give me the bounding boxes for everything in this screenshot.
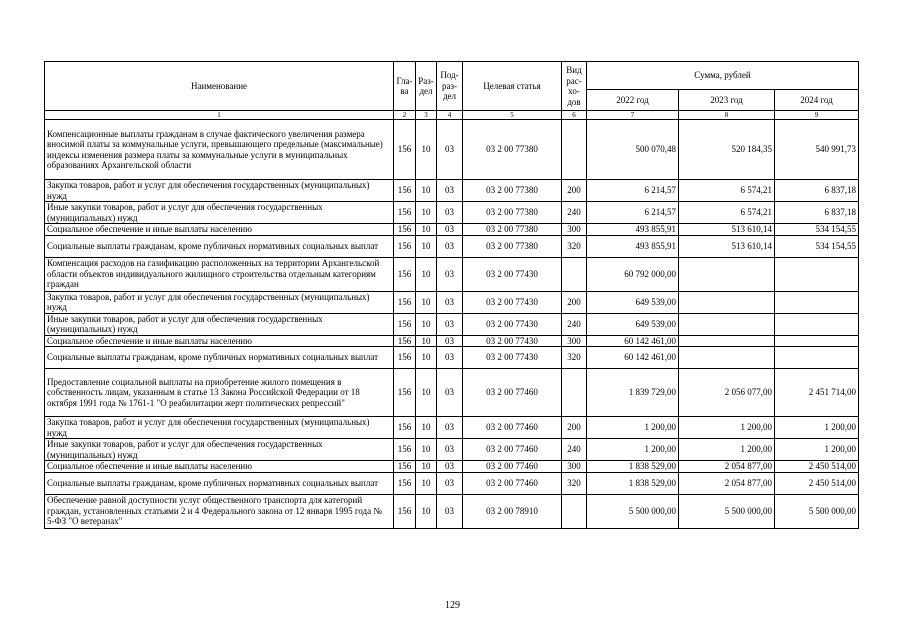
table-row — [45, 257, 859, 291]
row-celevaya: 03 2 00 77380 — [463, 120, 562, 180]
row-glava: 156 — [394, 461, 416, 473]
row-podrazdel: 03 — [437, 417, 463, 439]
row-razdel: 10 — [416, 224, 437, 236]
row-sum-2023: 513 610,14 — [679, 224, 775, 236]
header-glava: Гла-ва — [394, 62, 416, 111]
row-podrazdel: 03 — [437, 335, 463, 347]
row-celevaya: 03 2 00 77460 — [463, 369, 562, 417]
row-vid: 240 — [562, 202, 587, 224]
row-name: Компенсационные выплаты гражданам в случае фактического увеличения размера вносимой платы за коммунальные услуги, превышающего предельные (максимальные) индексы изменения размера платы за коммунальные услуги в муниципальных образованиях Архангельской области — [45, 120, 394, 180]
row-sum-2024: 534 154,55 — [775, 235, 859, 257]
row-razdel: 10 — [416, 202, 437, 224]
column-index: 6 — [562, 111, 587, 120]
table-row — [45, 335, 859, 347]
row-sum-2023 — [679, 335, 775, 347]
row-razdel: 10 — [416, 257, 437, 291]
row-celevaya: 03 2 00 77460 — [463, 461, 562, 473]
row-podrazdel: 03 — [437, 291, 463, 313]
row-vid: 320 — [562, 235, 587, 257]
column-index: 3 — [416, 111, 437, 120]
row-sum-2024: 2 450 514,00 — [775, 461, 859, 473]
row-podrazdel: 03 — [437, 313, 463, 335]
row-sum-2024 — [775, 347, 859, 369]
row-sum-2024: 1 200,00 — [775, 439, 859, 461]
table-row — [45, 202, 859, 224]
row-glava: 156 — [394, 369, 416, 417]
row-sum-2022: 1 200,00 — [587, 417, 679, 439]
row-sum-2023 — [679, 257, 775, 291]
row-sum-2023 — [679, 291, 775, 313]
row-sum-2024: 5 500 000,00 — [775, 494, 859, 528]
row-sum-2023: 2 054 877,00 — [679, 461, 775, 473]
row-sum-2022: 1 200,00 — [587, 439, 679, 461]
row-glava: 156 — [394, 224, 416, 236]
row-name: Закупка товаров, работ и услуг для обеспечения государственных (муниципальных) нужд — [45, 291, 394, 313]
budget-table — [44, 61, 859, 529]
column-index: 1 — [45, 111, 394, 120]
row-vid: 320 — [562, 347, 587, 369]
table-row — [45, 235, 859, 257]
row-name: Компенсация расходов на газификацию расположенных на территории Архангельской области объектов индивидуального жилищного строительства отдельным категориям граждан — [45, 257, 394, 291]
row-name: Социальные выплаты гражданам, кроме публичных нормативных социальных выплат — [45, 347, 394, 369]
row-podrazdel: 03 — [437, 180, 463, 202]
row-sum-2022: 649 539,00 — [587, 291, 679, 313]
header-podrazdel: Под-раз-дел — [437, 62, 463, 111]
row-sum-2023: 5 500 000,00 — [679, 494, 775, 528]
row-name: Обеспечение равной доступности услуг общественного транспорта для категорий граждан, установленных статьями 2 и 4 Федерального закона от 12 января 1995 года № 5-ФЗ "О ветеранах" — [45, 494, 394, 528]
row-razdel: 10 — [416, 369, 437, 417]
row-razdel: 10 — [416, 494, 437, 528]
header-vid: Вид рас-хо-дов — [562, 62, 587, 111]
row-glava: 156 — [394, 472, 416, 494]
row-sum-2024 — [775, 257, 859, 291]
row-celevaya: 03 2 00 77430 — [463, 335, 562, 347]
header-name: Наименование — [45, 62, 394, 111]
row-sum-2024: 534 154,55 — [775, 224, 859, 236]
row-sum-2022: 60 142 461,00 — [587, 335, 679, 347]
row-sum-2024: 2 450 514,00 — [775, 472, 859, 494]
header-year-2024: 2024 год — [775, 90, 859, 111]
table-row — [45, 224, 859, 236]
row-vid: 300 — [562, 461, 587, 473]
row-name: Социальное обеспечение и иные выплаты населению — [45, 461, 394, 473]
row-sum-2023 — [679, 347, 775, 369]
row-glava: 156 — [394, 494, 416, 528]
row-sum-2022: 500 070,48 — [587, 120, 679, 180]
row-podrazdel: 03 — [437, 347, 463, 369]
row-glava: 156 — [394, 313, 416, 335]
row-glava: 156 — [394, 291, 416, 313]
row-glava: 156 — [394, 202, 416, 224]
row-sum-2024 — [775, 335, 859, 347]
row-sum-2023: 2 054 877,00 — [679, 472, 775, 494]
row-sum-2024: 2 451 714,00 — [775, 369, 859, 417]
row-glava: 156 — [394, 180, 416, 202]
row-sum-2023: 6 574,21 — [679, 202, 775, 224]
table-body — [45, 120, 859, 529]
row-sum-2022: 6 214,57 — [587, 180, 679, 202]
row-razdel: 10 — [416, 120, 437, 180]
column-index: 8 — [679, 111, 775, 120]
row-celevaya: 03 2 00 77460 — [463, 472, 562, 494]
row-glava: 156 — [394, 235, 416, 257]
row-podrazdel: 03 — [437, 461, 463, 473]
row-sum-2022: 1 838 529,00 — [587, 461, 679, 473]
row-podrazdel: 03 — [437, 202, 463, 224]
row-razdel: 10 — [416, 417, 437, 439]
row-sum-2022: 493 855,91 — [587, 224, 679, 236]
row-sum-2022: 1 839 729,00 — [587, 369, 679, 417]
row-podrazdel: 03 — [437, 257, 463, 291]
row-vid: 240 — [562, 439, 587, 461]
table-row — [45, 180, 859, 202]
row-sum-2022: 60 792 000,00 — [587, 257, 679, 291]
row-razdel: 10 — [416, 335, 437, 347]
row-razdel: 10 — [416, 461, 437, 473]
row-celevaya: 03 2 00 77460 — [463, 439, 562, 461]
row-sum-2024: 6 837,18 — [775, 202, 859, 224]
row-celevaya: 03 2 00 78910 — [463, 494, 562, 528]
row-podrazdel: 03 — [437, 439, 463, 461]
row-podrazdel: 03 — [437, 224, 463, 236]
header-year-2022: 2022 год — [587, 90, 679, 111]
row-celevaya: 03 2 00 77380 — [463, 235, 562, 257]
row-sum-2023: 6 574,21 — [679, 180, 775, 202]
row-celevaya: 03 2 00 77430 — [463, 313, 562, 335]
row-sum-2022: 60 142 461,00 — [587, 347, 679, 369]
header-razdel: Раз-дел — [416, 62, 437, 111]
row-glava: 156 — [394, 347, 416, 369]
header-year-2023: 2023 год — [679, 90, 775, 111]
row-vid: 200 — [562, 417, 587, 439]
column-index: 7 — [587, 111, 679, 120]
table-row — [45, 494, 859, 528]
row-razdel: 10 — [416, 472, 437, 494]
row-podrazdel: 03 — [437, 120, 463, 180]
row-vid: 300 — [562, 224, 587, 236]
row-razdel: 10 — [416, 347, 437, 369]
row-name: Иные закупки товаров, работ и услуг для обеспечения государственных (муниципальных) нужд — [45, 313, 394, 335]
row-vid: 240 — [562, 313, 587, 335]
row-sum-2022: 649 539,00 — [587, 313, 679, 335]
row-sum-2024 — [775, 313, 859, 335]
row-name: Предоставление социальной выплаты на приобретение жилого помещения в собственность лицам, указанным в статье 13 Закона Российской Федерации от 18 октября 1991 года № 1761-1 "О реабилитации жерт политических репрессий" — [45, 369, 394, 417]
column-index: 4 — [437, 111, 463, 120]
row-name: Социальное обеспечение и иные выплаты населению — [45, 224, 394, 236]
row-sum-2023: 1 200,00 — [679, 439, 775, 461]
table-row — [45, 347, 859, 369]
table-row — [45, 472, 859, 494]
row-celevaya: 03 2 00 77460 — [463, 417, 562, 439]
row-sum-2023: 513 610,14 — [679, 235, 775, 257]
table-row — [45, 369, 859, 417]
row-podrazdel: 03 — [437, 235, 463, 257]
row-sum-2023: 2 056 077,00 — [679, 369, 775, 417]
row-celevaya: 03 2 00 77430 — [463, 257, 562, 291]
row-glava: 156 — [394, 439, 416, 461]
row-vid: 300 — [562, 335, 587, 347]
row-razdel: 10 — [416, 439, 437, 461]
row-glava: 156 — [394, 335, 416, 347]
table-row — [45, 417, 859, 439]
row-name: Закупка товаров, работ и услуг для обеспечения государственных (муниципальных) нужд — [45, 417, 394, 439]
row-name: Социальные выплаты гражданам, кроме публичных нормативных социальных выплат — [45, 472, 394, 494]
row-name: Иные закупки товаров, работ и услуг для обеспечения государственных (муниципальных) нужд — [45, 439, 394, 461]
row-vid — [562, 257, 587, 291]
row-razdel: 10 — [416, 291, 437, 313]
row-sum-2022: 5 500 000,00 — [587, 494, 679, 528]
header-summa: Сумма, рублей — [587, 62, 859, 90]
header-celevaya: Целевая статья — [463, 62, 562, 111]
row-celevaya: 03 2 00 77380 — [463, 224, 562, 236]
row-vid — [562, 494, 587, 528]
table-row — [45, 313, 859, 335]
row-sum-2023: 1 200,00 — [679, 417, 775, 439]
row-sum-2023 — [679, 313, 775, 335]
page-number: 129 — [445, 600, 460, 611]
row-celevaya: 03 2 00 77380 — [463, 180, 562, 202]
table-row — [45, 461, 859, 473]
row-razdel: 10 — [416, 235, 437, 257]
row-celevaya: 03 2 00 77380 — [463, 202, 562, 224]
row-celevaya: 03 2 00 77430 — [463, 291, 562, 313]
row-glava: 156 — [394, 257, 416, 291]
table-row — [45, 291, 859, 313]
column-index: 5 — [463, 111, 562, 120]
row-sum-2024: 6 837,18 — [775, 180, 859, 202]
row-name: Социальное обеспечение и иные выплаты населению — [45, 335, 394, 347]
row-sum-2022: 493 855,91 — [587, 235, 679, 257]
row-name: Иные закупки товаров, работ и услуг для обеспечения государственных (муниципальных) нужд — [45, 202, 394, 224]
row-podrazdel: 03 — [437, 369, 463, 417]
row-razdel: 10 — [416, 180, 437, 202]
column-index-row — [45, 111, 859, 120]
row-sum-2023: 520 184,35 — [679, 120, 775, 180]
column-index: 2 — [394, 111, 416, 120]
row-razdel: 10 — [416, 313, 437, 335]
row-vid: 200 — [562, 291, 587, 313]
table-row — [45, 439, 859, 461]
row-sum-2022: 1 838 529,00 — [587, 472, 679, 494]
row-sum-2024 — [775, 291, 859, 313]
row-celevaya: 03 2 00 77430 — [463, 347, 562, 369]
row-vid — [562, 369, 587, 417]
row-podrazdel: 03 — [437, 494, 463, 528]
row-podrazdel: 03 — [437, 472, 463, 494]
row-vid: 320 — [562, 472, 587, 494]
row-glava: 156 — [394, 120, 416, 180]
table-row — [45, 120, 859, 180]
table-header — [45, 62, 859, 120]
column-index: 9 — [775, 111, 859, 120]
row-name: Социальные выплаты гражданам, кроме публичных нормативных социальных выплат — [45, 235, 394, 257]
row-sum-2024: 540 991,73 — [775, 120, 859, 180]
row-name: Закупка товаров, работ и услуг для обеспечения государственных (муниципальных) нужд — [45, 180, 394, 202]
row-sum-2022: 6 214,57 — [587, 202, 679, 224]
row-vid: 200 — [562, 180, 587, 202]
row-glava: 156 — [394, 417, 416, 439]
row-vid — [562, 120, 587, 180]
row-sum-2024: 1 200,00 — [775, 417, 859, 439]
